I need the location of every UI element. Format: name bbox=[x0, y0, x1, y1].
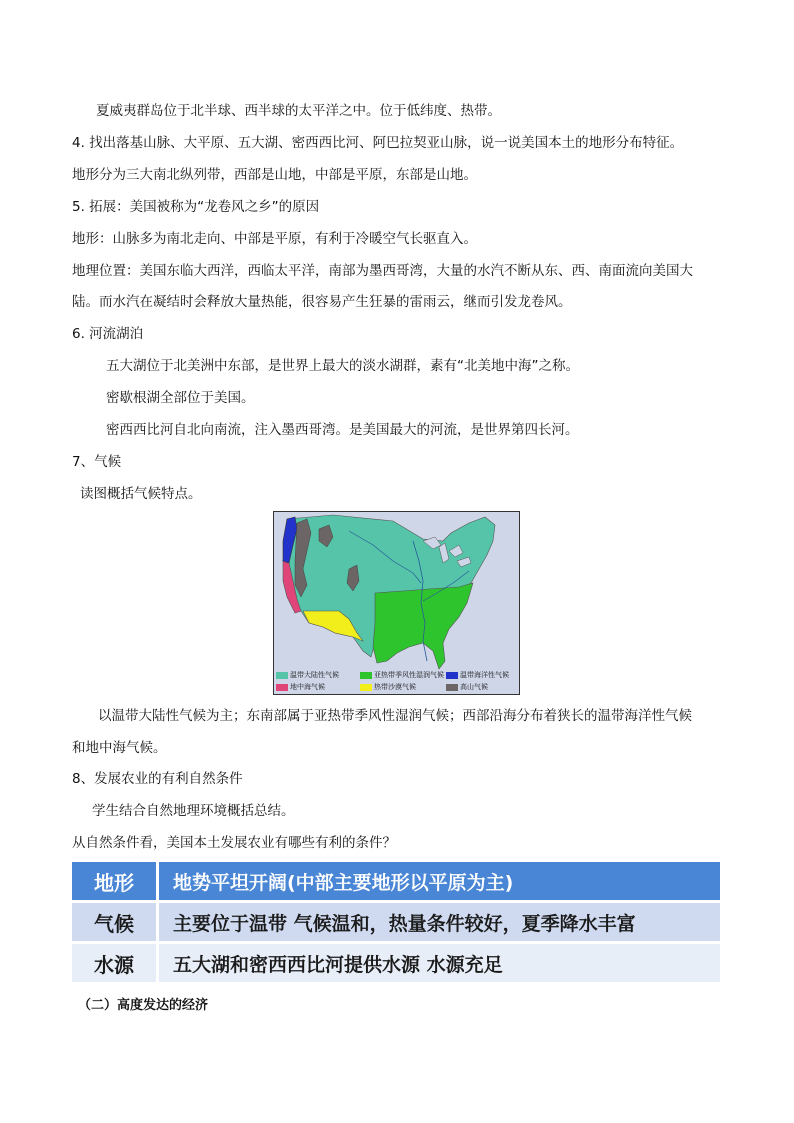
text-line-climate-summary-1: 以温带大陆性气候为主；东南部属于亚热带季风性湿润气候；西部沿海分布着狭长的温带海洋性气候 bbox=[98, 708, 692, 724]
table-row bbox=[72, 944, 720, 982]
text-line-q5: 5. 拓展：美国被称为“龙卷风之乡”的原因 bbox=[72, 199, 320, 215]
text-line-climate-summary-2: 和地中海气候。 bbox=[72, 740, 167, 756]
text-line-mississippi: 密西西比河自北向南流，注入墨西哥湾。是美国最大的河流，是世界第四长河。 bbox=[106, 422, 579, 438]
map-legend bbox=[276, 669, 520, 695]
legend-item bbox=[446, 671, 509, 680]
legend-label: 温带大陆性气候 bbox=[290, 671, 339, 679]
section-title: （二）高度发达的经济 bbox=[78, 998, 209, 1013]
text-line-michigan: 密歇根湖全部位于美国。 bbox=[106, 390, 255, 406]
text-line-terrain-reason: 地形：山脉多为南北走向、中部是平原，有利于冷暖空气长驱直入。 bbox=[72, 231, 477, 247]
legend-item bbox=[276, 671, 339, 680]
legend-swatch bbox=[276, 672, 288, 679]
legend-item bbox=[360, 671, 444, 680]
legend-swatch bbox=[360, 672, 372, 679]
legend-item bbox=[446, 683, 488, 692]
text-line-location-1: 地理位置：美国东临大西洋，西临太平洋，南部为墨西哥湾，大量的水汽不断从东、西、南面流向美国大 bbox=[72, 263, 693, 279]
text-line-question: 从自然条件看，美国本土发展农业有哪些有利的条件？ bbox=[72, 835, 396, 851]
conditions-table bbox=[72, 859, 720, 985]
text-line-read-map: 读图概括气候特点。 bbox=[80, 486, 202, 502]
text-line-hawaii: 夏威夷群岛位于北半球、西半球的太平洋之中。位于低纬度、热带。 bbox=[96, 103, 501, 119]
legend-label: 温带海洋性气候 bbox=[460, 671, 509, 679]
text-line-location-2: 陆。而水汽在凝结时会释放大量热能，很容易产生狂暴的雷雨云，继而引发龙卷风。 bbox=[72, 294, 572, 310]
table-value: 主要位于温带 气候温和，热量条件较好，夏季降水丰富 bbox=[156, 903, 720, 941]
table-row bbox=[72, 862, 720, 900]
table-row bbox=[72, 903, 720, 941]
legend-label: 亚热带季风性湿润气候 bbox=[374, 671, 444, 679]
text-line-q4: 4. 找出落基山脉、大平原、五大湖、密西西比河、阿巴拉契亚山脉，说一说美国本土的地形分布特征。 bbox=[72, 135, 684, 151]
legend-label: 高山气候 bbox=[460, 683, 488, 691]
table-key: 气候 bbox=[72, 903, 156, 941]
climate-map bbox=[273, 511, 520, 695]
table-key: 地形 bbox=[72, 862, 156, 900]
text-line-q8: 8、发展农业的有利自然条件 bbox=[72, 771, 243, 787]
text-line-terrain: 地形分为三大南北纵列带，西部是山地，中部是平原，东部是山地。 bbox=[72, 167, 477, 183]
table-key: 水源 bbox=[72, 944, 156, 982]
text-line-students: 学生结合自然地理环境概括总结。 bbox=[92, 803, 295, 819]
legend-item bbox=[360, 683, 416, 692]
legend-label: 热带沙漠气候 bbox=[374, 683, 416, 691]
text-line-q6: 6. 河流湖泊 bbox=[72, 326, 144, 342]
legend-swatch bbox=[446, 684, 458, 691]
legend-swatch bbox=[360, 684, 372, 691]
legend-label: 地中海气候 bbox=[290, 683, 325, 691]
table-value: 地势平坦开阔(中部主要地形以平原为主) bbox=[156, 862, 720, 900]
text-line-great-lakes: 五大湖位于北美洲中东部，是世界上最大的淡水湖群，素有“北美地中海”之称。 bbox=[106, 358, 579, 374]
table-value: 五大湖和密西西比河提供水源 水源充足 bbox=[156, 944, 720, 982]
legend-swatch bbox=[446, 672, 458, 679]
legend-item bbox=[276, 683, 325, 692]
text-line-q7: 7、气候 bbox=[72, 454, 122, 470]
legend-swatch bbox=[276, 684, 288, 691]
